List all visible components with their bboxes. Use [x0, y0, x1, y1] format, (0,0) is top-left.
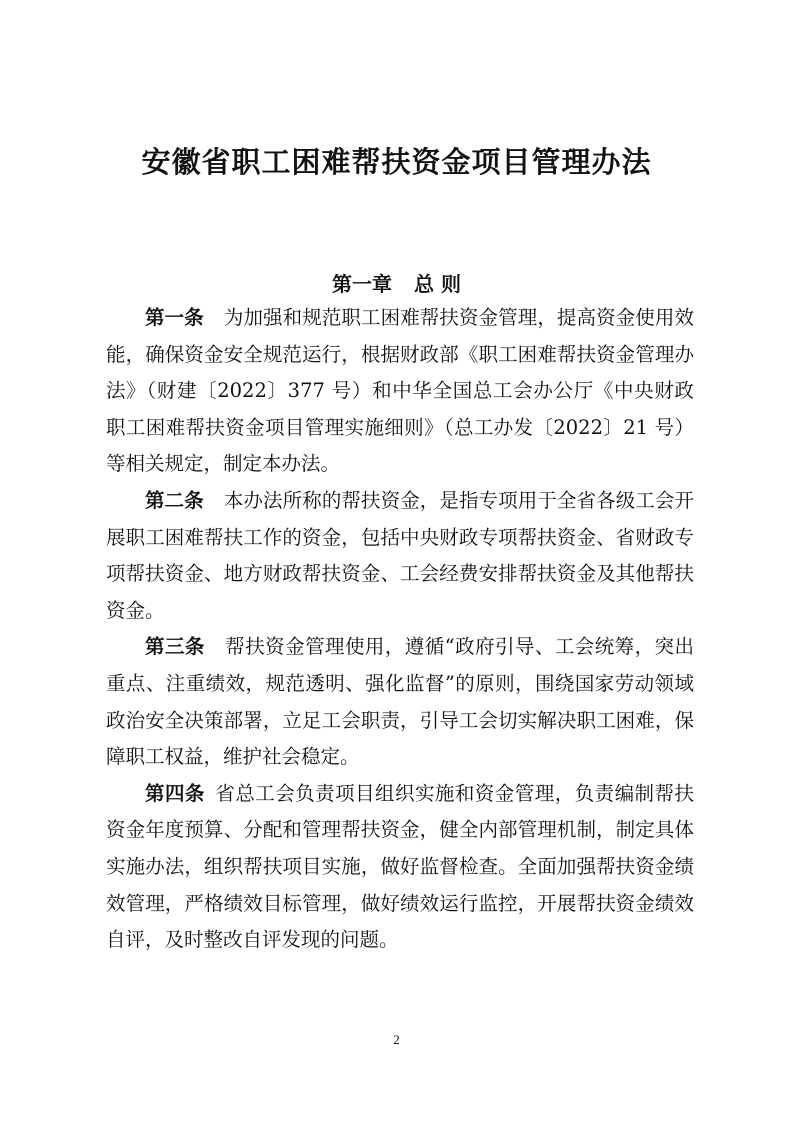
article-label: 第一条 — [145, 306, 204, 329]
article-text: 为加强和规范职工困难帮扶资金管理，提高资金使用效能，确保资金安全规范运行，根据财政部《职工困难帮扶资金管理办法》（财建〔2022〕377 号）和中华全国总工会办公厅《中央财政职工困难帮扶资金项目管理实施细则》（总工办发〔2022〕21 号）等相关规定，制定本办法。 — [106, 306, 694, 476]
article-text: 帮扶资金管理使用，遵循“政府引导、工会统筹，突出重点、注重绩效，规范透明、强化监督”的原则，围绕国家劳动领域政治安全决策部署，立足工会职责，引导工会切实解决职工困难，保障职工权益，维护社会稳定。 — [106, 635, 694, 769]
article-text: 省总工会负责项目组织实施和资金管理，负责编制帮扶资金年度预算、分配和管理帮扶资金，健全内部管理机制，制定具体实施办法，组织帮扶项目实施，做好监督检查。全面加强帮扶资金绩效管理，严格绩效目标管理，做好绩效运行监控，开展帮扶资金绩效自评，及时整改自评发现的问题。 — [106, 781, 694, 952]
article-4 — [106, 776, 694, 959]
article-3 — [106, 629, 694, 775]
article-text: 本办法所称的帮扶资金，是指专项用于全省各级工会开展职工困难帮扶工作的资金，包括中央财政专项帮扶资金、省财政专项帮扶资金、地方财政帮扶资金、工会经费安排帮扶资金及其他帮扶资金。 — [106, 488, 694, 622]
article-label: 第三条 — [145, 635, 205, 659]
page-number: 2 — [393, 1032, 400, 1047]
document-title: 安徽省职工困难帮扶资金项目管理办法 — [141, 145, 652, 179]
article-label: 第四条 — [145, 781, 205, 805]
article-1 — [106, 300, 694, 483]
chapter-heading — [0, 268, 793, 297]
chapter-number: 第一章 — [332, 272, 393, 296]
chapter-name: 总 则 — [414, 272, 461, 296]
article-label: 第二条 — [145, 488, 204, 512]
document-body — [106, 300, 694, 959]
article-2 — [106, 483, 694, 629]
